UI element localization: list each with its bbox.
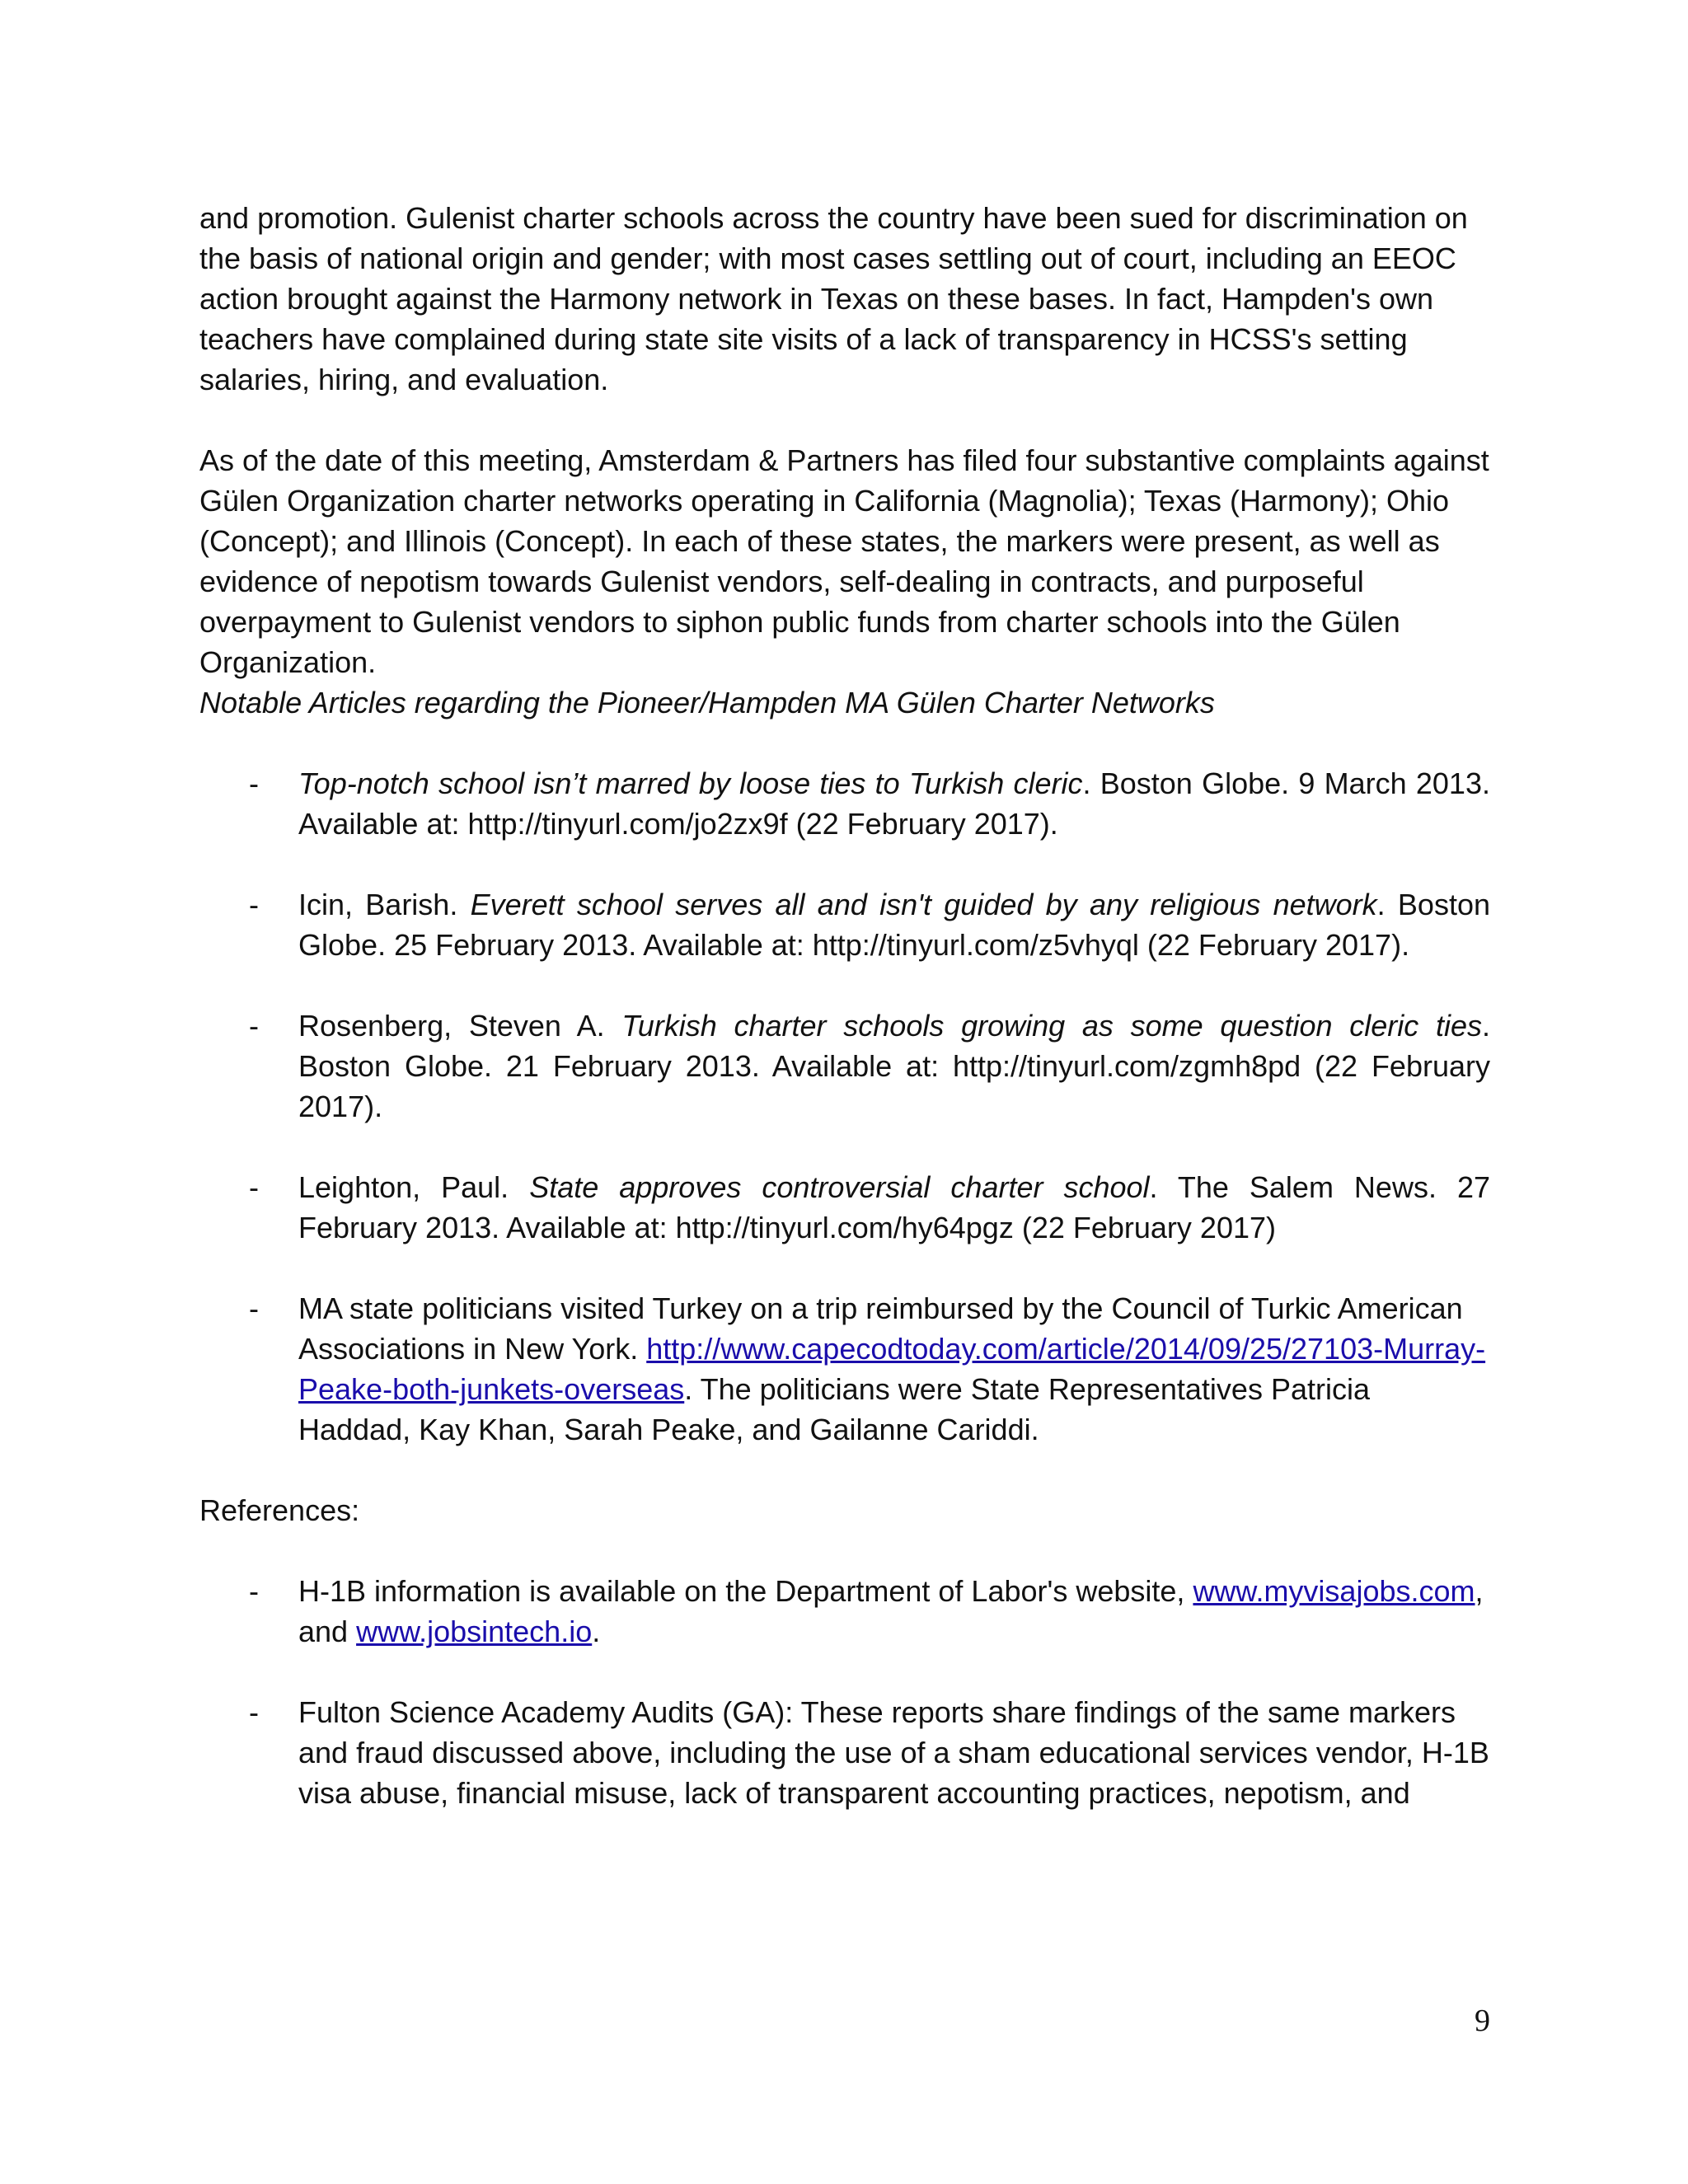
- list-item: [199, 1692, 1490, 1813]
- article-author: Icin, Barish.: [298, 888, 471, 921]
- article-title: Top-notch school isn’t marred by loose ties to Turkish cleric: [298, 766, 1083, 800]
- references-list: [199, 1571, 1490, 1813]
- list-dash: -: [249, 766, 259, 800]
- article-title: State approves controversial charter school: [529, 1170, 1150, 1204]
- list-item: [199, 763, 1490, 844]
- body-paragraph-1: and promotion. Gulenist charter schools across the country have been sued for discrimination on the basis of national origin and gender; with most cases settling out of court, including an EEOC action brought against the Harmony network in Texas on these bases. In fact, Hampden's own teachers have complained during state site visits of a lack of transparency in HCSS's setting salaries, hiring, and evaluation.: [199, 201, 1468, 396]
- page-number: 9: [1475, 2004, 1490, 2038]
- page-content: [199, 198, 1490, 1813]
- list-dash: -: [249, 1695, 259, 1729]
- list-dash: -: [249, 1170, 259, 1204]
- list-item: [199, 1005, 1490, 1127]
- list-dash: -: [249, 1291, 259, 1325]
- article-source: . Boston Globe. 25 February 2013. Available at: http://tinyurl.com/z5vhyql (22 February 2017).: [298, 888, 1490, 962]
- list-item: [199, 1288, 1490, 1450]
- item-text: Fulton Science Academy Audits (GA): These reports share findings of the same markers and fraud discussed above, including the use of a sham educational services vendor, H-1B visa abuse, financial misuse, lack of transparent accounting practices, nepotism, and: [298, 1695, 1489, 1810]
- list-item: [199, 1167, 1490, 1248]
- list-item: [199, 1571, 1490, 1652]
- myvisajobs-link[interactable]: www.myvisajobs.com: [1193, 1574, 1475, 1608]
- article-author: Rosenberg, Steven A.: [298, 1009, 622, 1043]
- articles-list: [199, 763, 1490, 1450]
- item-text: H-1B information is available on the Department of Labor's website,: [298, 1574, 1193, 1608]
- item-text: . The politicians were State Representatives Patricia Haddad, Kay Khan, Sarah Peake, and Gailanne Cariddi.: [298, 1372, 1370, 1446]
- articles-heading: Notable Articles regarding the Pioneer/Hampden MA Gülen Charter Networks: [199, 686, 1215, 719]
- article-source: . The Salem News. 27 February 2013. Available at: http://tinyurl.com/hy64pgz (22 February 2017): [298, 1170, 1490, 1244]
- article-source: . Boston Globe. 21 February 2013. Available at: http://tinyurl.com/zgmh8pd (22 February 2017).: [298, 1009, 1490, 1123]
- article-source: . Boston Globe. 9 March 2013. Available at: http://tinyurl.com/jo2zx9f (22 February 2017).: [298, 766, 1490, 841]
- item-text: MA state politicians visited Turkey on a trip reimbursed by the Council of Turkic American Associations in New York.: [298, 1291, 1463, 1366]
- jobsintech-link[interactable]: www.jobsintech.io: [356, 1615, 593, 1648]
- article-title: Turkish charter schools growing as some question cleric ties: [621, 1009, 1482, 1043]
- article-title: Everett school serves all and isn't guided by any religious network: [470, 888, 1377, 921]
- item-text: .: [592, 1615, 601, 1648]
- list-dash: -: [249, 1574, 259, 1608]
- list-dash: -: [249, 1009, 259, 1043]
- article-author: Leighton, Paul.: [298, 1170, 530, 1204]
- body-paragraph-2: As of the date of this meeting, Amsterdam & Partners has filed four substantive complaints against Gülen Organization charter networks operating in California (Magnolia); Texas (Harmony); Ohio (Concept); and Illinois (Concept). In each of these states, the markers were present, as well as evidence of nepotism towards Gulenist vendors, self-dealing in contracts, and purposeful overpayment to Gulenist vendors to siphon public funds from charter schools into the Gülen Organization.: [199, 443, 1489, 679]
- list-dash: -: [249, 888, 259, 921]
- list-item: [199, 884, 1490, 965]
- references-heading: References:: [199, 1493, 360, 1527]
- item-text: , and: [298, 1574, 1484, 1648]
- capecodtoday-link[interactable]: http://www.capecodtoday.com/article/2014/09/25/27103-Murray-Peake-both-junkets-overseas: [298, 1332, 1486, 1406]
